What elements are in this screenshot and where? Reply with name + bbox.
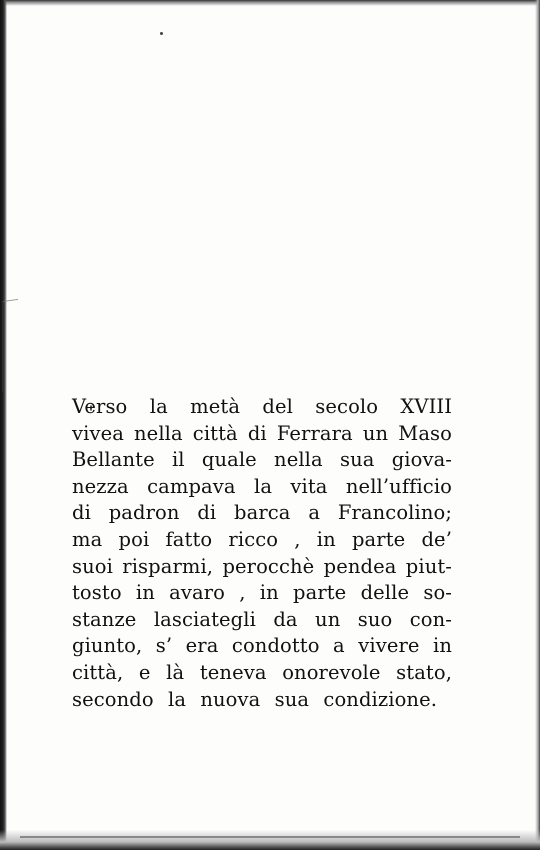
scan-edge-left: [0, 0, 7, 850]
ink-speck: [160, 32, 163, 35]
text-line: ma poi fatto ricco , in parte de’: [72, 527, 452, 551]
text-line: nezza campava la vita nell’ufficio: [72, 474, 452, 498]
scan-edge-bottom: [0, 830, 540, 850]
scan-bottom-rule: [20, 836, 520, 838]
text-line: di padron di barca a Francolino;: [72, 501, 452, 525]
scan-edge-tear: [2, 299, 18, 392]
text-line: vivea nella città di Ferrara un Maso: [72, 421, 452, 445]
text-line: giunto, s’ era condotto a vivere in: [72, 634, 452, 658]
text-line: stanze lasciategli da un suo con-: [72, 607, 452, 631]
text-line: suoi risparmi, perocchè pendea piut-: [72, 554, 452, 578]
text-line: secondo la nuova sua condizione.: [72, 687, 438, 711]
text-line: tosto in avaro , in parte delle so-: [72, 581, 452, 605]
text-line: città, e là teneva onorevole stato,: [72, 660, 452, 684]
body-paragraph: [72, 394, 452, 713]
text-line: Verso la metà del secolo XVIII: [72, 395, 452, 418]
scan-edge-right: [535, 0, 540, 850]
text-line: Bellante il quale nella sua giova-: [72, 448, 452, 472]
scan-edge-top: [0, 0, 540, 6]
